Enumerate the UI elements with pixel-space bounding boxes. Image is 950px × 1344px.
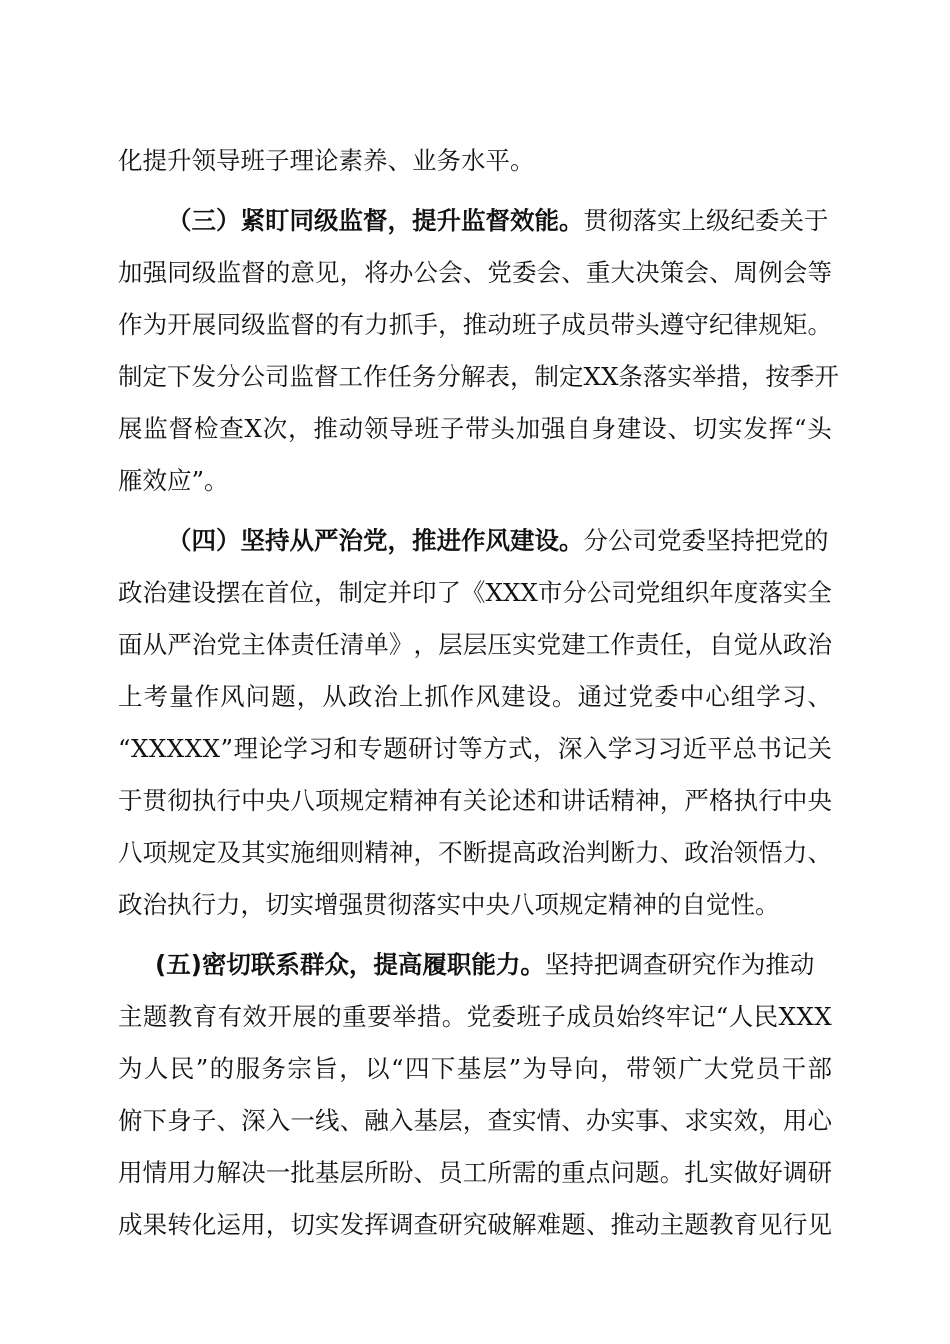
section-heading-4: （四）坚持从严治党，推进作风建设。 <box>167 526 584 555</box>
text-line: “ X X X X X ” 理 论 学 习 和 专 题 研 讨 等 方 式 ， 深 入 学 习 习 近 平 总 书 记 关 <box>118 734 832 763</box>
text-line <box>118 879 832 931</box>
line-text: 化提升领导班子理论素养、业务水平。 <box>118 146 535 175</box>
text-line: 展 监 督 检 查 X 次 ， 推 动 领 导 班 子 带 头 加 强 自 身 建 设 、 切 实 发 挥 “ 头 <box>118 414 832 443</box>
paragraph-4-first-line <box>118 515 832 567</box>
text-line <box>118 135 832 187</box>
text-line: 成 果 转 化 运 用 ， 切 实 发 挥 调 查 研 究 破 解 难 题 、 推 动 主 题 教 育 见 行 见 <box>118 1210 832 1239</box>
text-line: 为 人 民 ” 的 服 务 宗 旨 ， 以 “ 四 下 基 层 ” 为 导 向 ， 带 领 广 大 党 员 干 部 <box>118 1054 832 1083</box>
text-line: 作 为 开 展 同 级 监 督 的 有 力 抓 手 ， 推 动 班 子 成 员 带 头 遵 守 纪 律 规 矩 。 <box>118 310 832 339</box>
text-line: 用 情 用 力 解 决 一 批 基 层 所 盼 、 员 工 所 需 的 重 点 问 题 。 扎 实 做 好 调 研 <box>118 1158 832 1187</box>
section-heading-3: （三）紧盯同级监督，提升监督效能。 <box>167 206 584 235</box>
text-line: 政 治 建 设 摆 在 首 位 ， 制 定 并 印 了 《 X X X 市 分 公 司 党 组 织 年 度 落 实 全 <box>118 578 832 607</box>
paragraph-5-first-line <box>118 939 832 991</box>
line-text: 政治执行力，切实增强贯彻落实中央八项规定精神的自觉性。 <box>118 890 780 919</box>
line-text: 雁效应”。 <box>118 466 229 495</box>
line-text: 贯彻落实上级纪委关于 <box>583 206 829 235</box>
text-line: 俯 下 身 子 、 深 入 一 线 、 融 入 基 层 ， 查 实 情 、 办 实 事 、 求 实 效 ， 用 心 <box>118 1106 832 1135</box>
line-text: 分公司党委坚持把党的 <box>583 526 829 555</box>
text-line: 主 题 教 育 有 效 开 展 的 重 要 举 措 。 党 委 班 子 成 员 始 终 牢 记 “ 人 民 X X X <box>118 1002 832 1031</box>
section-heading-5: (五)密切联系群众，提高履职能力。 <box>155 950 545 979</box>
text-line: 上 考 量 作 风 问 题 ， 从 政 治 上 抓 作 风 建 设 。 通 过 党 委 中 心 组 学 习 、 <box>118 682 832 711</box>
document-page <box>118 135 839 1251</box>
text-line: 制 定 下 发 分 公 司 监 督 工 作 任 务 分 解 表 ， 制 定 X X 条 落 实 举 措 ， 按 季 开 <box>118 362 839 391</box>
line-text: 坚持把调查研究作为推动 <box>544 950 815 979</box>
text-line: 面 从 严 治 党 主 体 责 任 清 单 》 ， 层 层 压 实 党 建 工 作 责 任 ， 自 觉 从 政 治 <box>118 630 832 659</box>
text-line: 于 贯 彻 执 行 中 央 八 项 规 定 精 神 有 关 论 述 和 讲 话 精 神 ， 严 格 执 行 中 央 <box>118 786 832 815</box>
text-line: 八 项 规 定 及 其 实 施 细 则 精 神 ， 不 断 提 高 政 治 判 断 力 、 政 治 领 悟 力 、 <box>118 838 832 867</box>
text-line: 加 强 同 级 监 督 的 意 见 ， 将 办 公 会 、 党 委 会 、 重 大 决 策 会 、 周 例 会 等 <box>118 258 832 287</box>
paragraph-3-first-line <box>118 195 832 247</box>
text-line <box>118 455 832 507</box>
